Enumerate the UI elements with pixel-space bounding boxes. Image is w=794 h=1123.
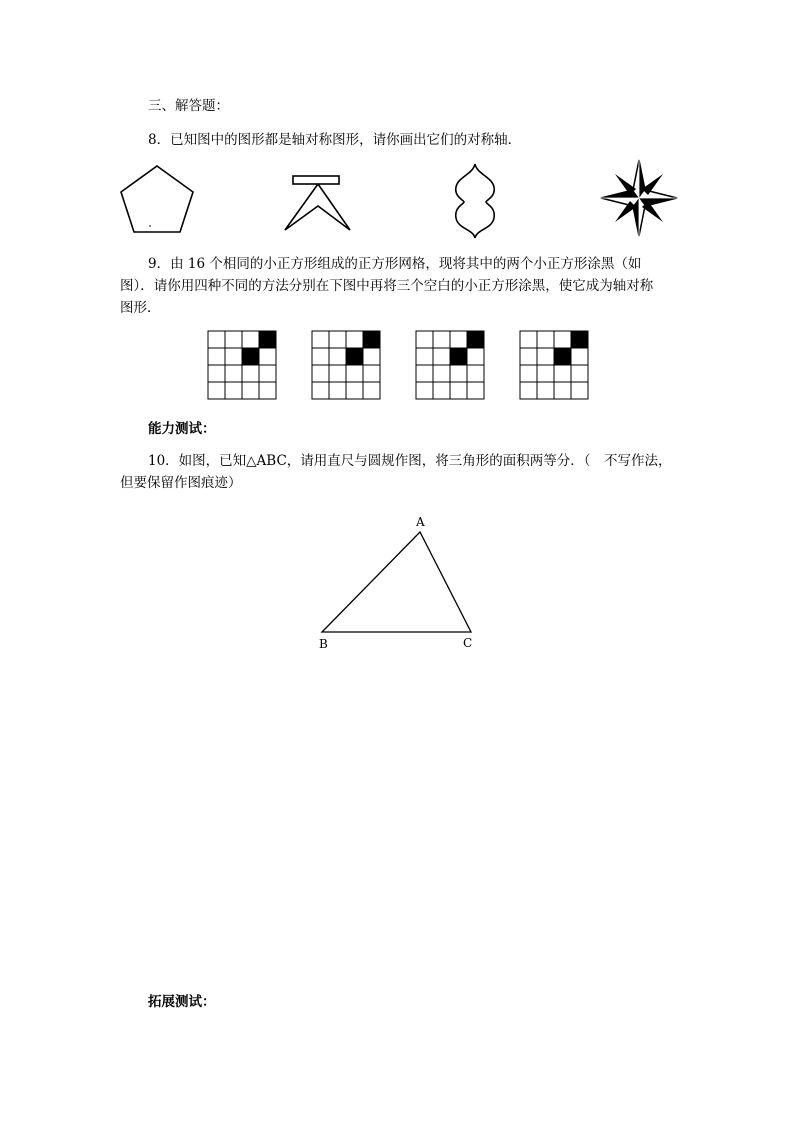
section-title: 三、解答题：	[148, 98, 229, 114]
triangle-abc	[315, 525, 485, 645]
grid-3	[416, 331, 486, 401]
vertex-label-c: C	[463, 636, 473, 650]
extension-test-title: 拓展测试：	[148, 994, 216, 1010]
vertex-label-b: B	[319, 637, 328, 651]
grid-1	[208, 331, 278, 401]
vase-figure	[452, 162, 502, 240]
ability-test-title: 能力测试：	[148, 421, 216, 437]
vertex-label-a: A	[416, 515, 425, 529]
question-9-line1: 9．由 16 个相同的小正方形组成的正方形网格，现将其中的两个小正方形涂黑（如	[148, 256, 642, 272]
tent-figure	[283, 175, 353, 235]
pentagon-figure	[120, 164, 200, 234]
star-compass-figure	[599, 158, 679, 238]
question-9-line3: 图形．	[120, 300, 161, 316]
grid-2	[312, 331, 382, 401]
grid-4	[520, 331, 590, 401]
question-9-line2: 图）．请你用四种不同的方法分别在下图中再将三个空白的小正方形涂黑，使它成为轴对称	[120, 278, 654, 294]
question-10-line2: 但要保留作图痕迹）	[120, 475, 242, 491]
question-8: 8．已知图中的图形都是轴对称图形，请你画出它们的对称轴．	[148, 132, 522, 148]
question-10-line1: 10．如图，已知△ABC，请用直尺与圆规作图，将三角形的面积两等分．（ 不写作法，	[148, 453, 672, 469]
